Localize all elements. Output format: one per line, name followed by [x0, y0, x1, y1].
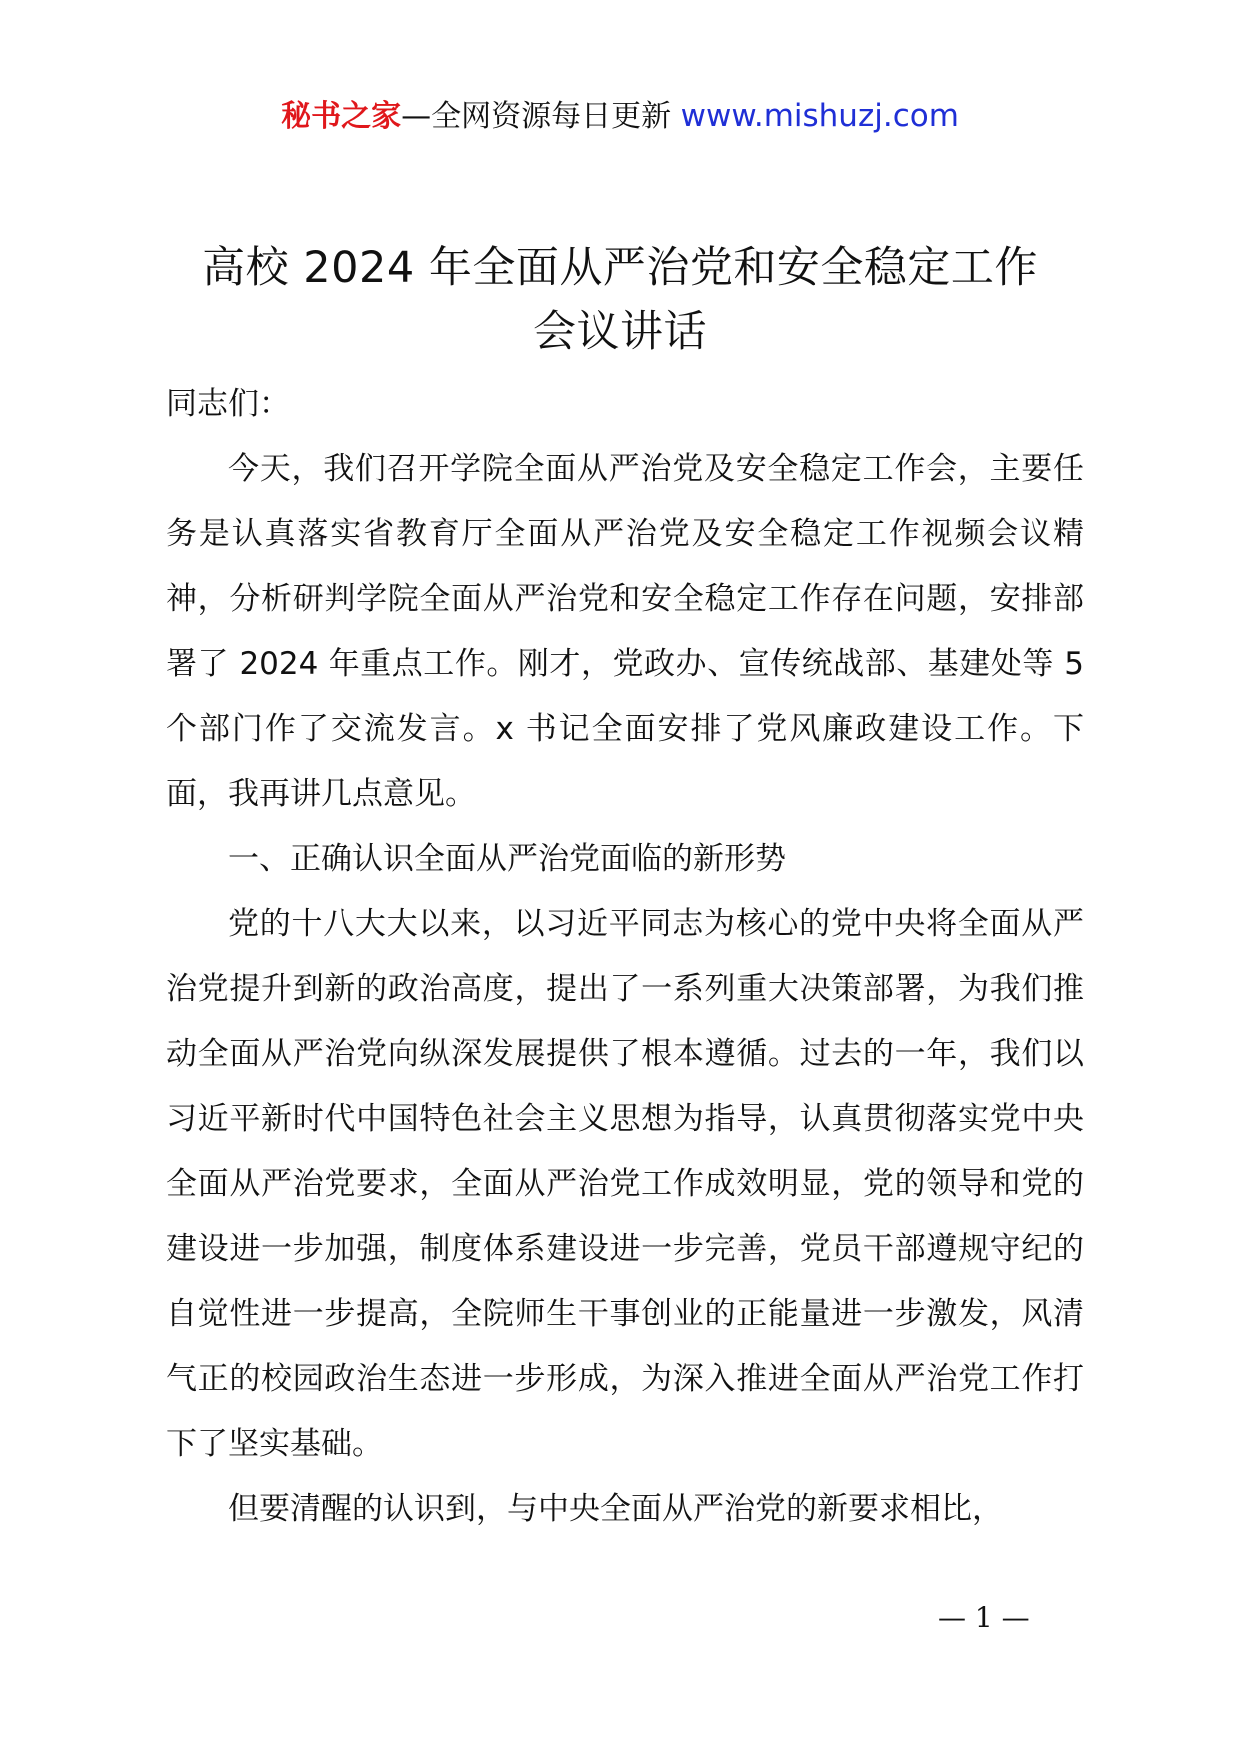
brand-name: 秘书之家	[281, 99, 402, 134]
banner-slogan: —全网资源每日更新	[401, 99, 672, 134]
body-paragraph: 但要清醒的认识到，与中央全面从严治党的新要求相比，	[228, 1491, 1003, 1527]
document-title	[140, 236, 1100, 364]
title-line-1: 高校 2024 年全面从严治党和安全稳定工作	[202, 243, 1038, 293]
page-number: — 1 —	[938, 1601, 1030, 1634]
site-banner	[0, 96, 1240, 137]
body-paragraph: 今天，我们召开学院全面从严治党及安全稳定工作会，主要任务是认真落实省教育厅全面从严治党及安全稳定工作视频会议精神，分析研判学院全面从严治党和安全稳定工作存在问题，安排部署了 2024 年重点工作。刚才，党政办、宣传统战部、基建处等 5 个部门作了交流发言。x 书记全面安排了党风廉政建设工作。下面，我再讲几点意见。	[166, 451, 1084, 812]
title-line-2: 会议讲话	[533, 307, 707, 357]
document-body	[166, 372, 1084, 1542]
banner-url-link[interactable]: www.mishuzj.com	[680, 98, 959, 134]
body-paragraph: 党的十八大大以来，以习近平同志为核心的党中央将全面从严治党提升到新的政治高度，提出了一系列重大决策部署，为我们推动全面从严治党向纵深发展提供了根本遵循。过去的一年，我们以习近平新时代中国特色社会主义思想为指导，认真贯彻落实党中央全面从严治党要求，全面从严治党工作成效明显，党的领导和党的建设进一步加强，制度体系建设进一步完善，党员干部遵规守纪的自觉性进一步提高，全院师生干事创业的正能量进一步激发，风清气正的校园政治生态进一步形成，为深入推进全面从严治党工作打下了坚实基础。	[166, 906, 1084, 1462]
salutation: 同志们：	[166, 386, 290, 422]
section-heading: 一、正确认识全面从严治党面临的新形势	[228, 841, 786, 877]
